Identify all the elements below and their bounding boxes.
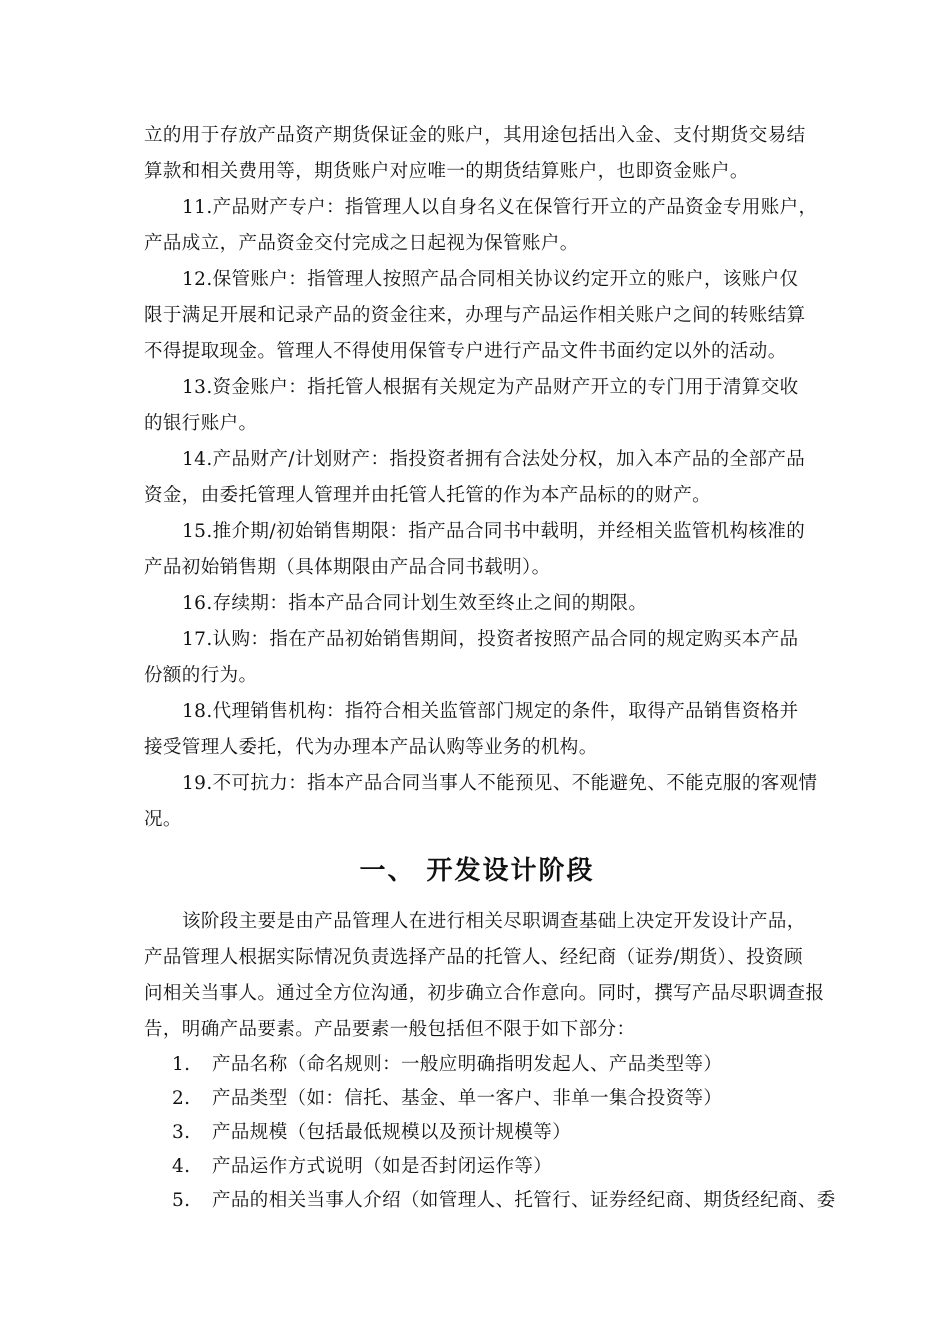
definition-15: 15.推介期/初始销售期限：指产品合同书中载明，并经相关监管机构核准的: [182, 521, 806, 542]
body-line: 资金，由委托管理人管理并由托管人托管的作为本产品标的的财产。: [144, 485, 712, 506]
list-number: 1.: [172, 1054, 191, 1075]
body-line: 不得提取现金。管理人不得使用保管专户进行产品文件书面约定以外的活动。: [144, 341, 787, 362]
body-line: 况。: [144, 809, 182, 830]
intro-section: [144, 904, 825, 1048]
definition-18: 18.代理销售机构：指符合相关监管部门规定的条件，取得产品销售资格并: [182, 701, 799, 722]
intro-line: 产品管理人根据实际情况负责选择产品的托管人、经纪商（证券/期货）、投资顾: [144, 947, 803, 968]
body-line: 限于满足开展和记录产品的资金往来，办理与产品运作相关账户之间的转账结算: [144, 305, 806, 326]
intro-line: 该阶段主要是由产品管理人在进行相关尽职调查基础上决定开发设计产品，: [182, 911, 806, 932]
body-line: 算款和相关费用等，期货账户对应唯一的期货结算账户，也即资金账户。: [144, 161, 749, 182]
body-line: 立的用于存放产品资产期货保证金的账户，其用途包括出入金、支付期货交易结: [144, 125, 806, 146]
list-item: [144, 1082, 810, 1116]
document-page: [144, 118, 836, 1218]
list-text: 产品的相关当事人介绍（如管理人、托管行、证券经纪商、期货经纪商、委: [212, 1190, 836, 1211]
definition-17: 17.认购：指在产品初始销售期间，投资者按照产品合同的规定购买本产品: [182, 629, 799, 650]
list-item: [144, 1116, 810, 1150]
body-line: 的银行账户。: [144, 413, 258, 434]
intro-line: 问相关当事人。通过全方位沟通，初步确立合作意向。同时，撰写产品尽职调查报: [144, 983, 825, 1004]
list-text: 产品运作方式说明（如是否封闭运作等）: [212, 1156, 553, 1177]
list-number: 2.: [172, 1088, 191, 1109]
list-number: 5.: [172, 1190, 191, 1211]
intro-line: 告，明确产品要素。产品要素一般包括但不限于如下部分：: [144, 1019, 636, 1040]
list-item: [144, 1150, 810, 1184]
definition-12: 12.保管账户：指管理人按照产品合同相关协议约定开立的账户，该账户仅: [182, 269, 799, 290]
body-line: 产品成立，产品资金交付完成之日起视为保管账户。: [144, 233, 579, 254]
product-elements-list: [144, 1048, 836, 1218]
definition-19: 19.不可抗力：指本产品合同当事人不能预见、不能避免、不能克服的客观情: [182, 773, 818, 794]
list-text: 产品类型（如：信托、基金、单一客户、非单一集合投资等）: [212, 1088, 723, 1109]
definition-11: 11.产品财产专户：指管理人以自身名义在保管行开立的产品资金专用账户，: [182, 197, 818, 218]
definition-16: 16.存续期：指本产品合同计划生效至终止之间的期限。: [182, 593, 648, 614]
list-item: [144, 1184, 836, 1218]
body-line: 产品初始销售期（具体期限由产品合同书载明）。: [144, 557, 551, 578]
list-number: 4.: [172, 1156, 191, 1177]
definition-13: 13.资金账户：指托管人根据有关规定为产品财产开立的专门用于清算交收: [182, 377, 799, 398]
list-item: [144, 1048, 810, 1082]
definitions-section: [144, 118, 818, 838]
list-text: 产品规模（包括最低规模以及预计规模等）: [212, 1122, 572, 1143]
body-line: 份额的行为。: [144, 665, 258, 686]
body-line: 接受管理人委托，代为办理本产品认购等业务的机构。: [144, 737, 598, 758]
list-number: 3.: [172, 1122, 191, 1143]
definition-14: 14.产品财产/计划财产：指投资者拥有合法处分权，加入本产品的全部产品: [182, 449, 806, 470]
section-heading: 一、 开发设计阶段: [359, 856, 595, 886]
list-text: 产品名称（命名规则：一般应明确指明发起人、产品类型等）: [212, 1054, 723, 1075]
